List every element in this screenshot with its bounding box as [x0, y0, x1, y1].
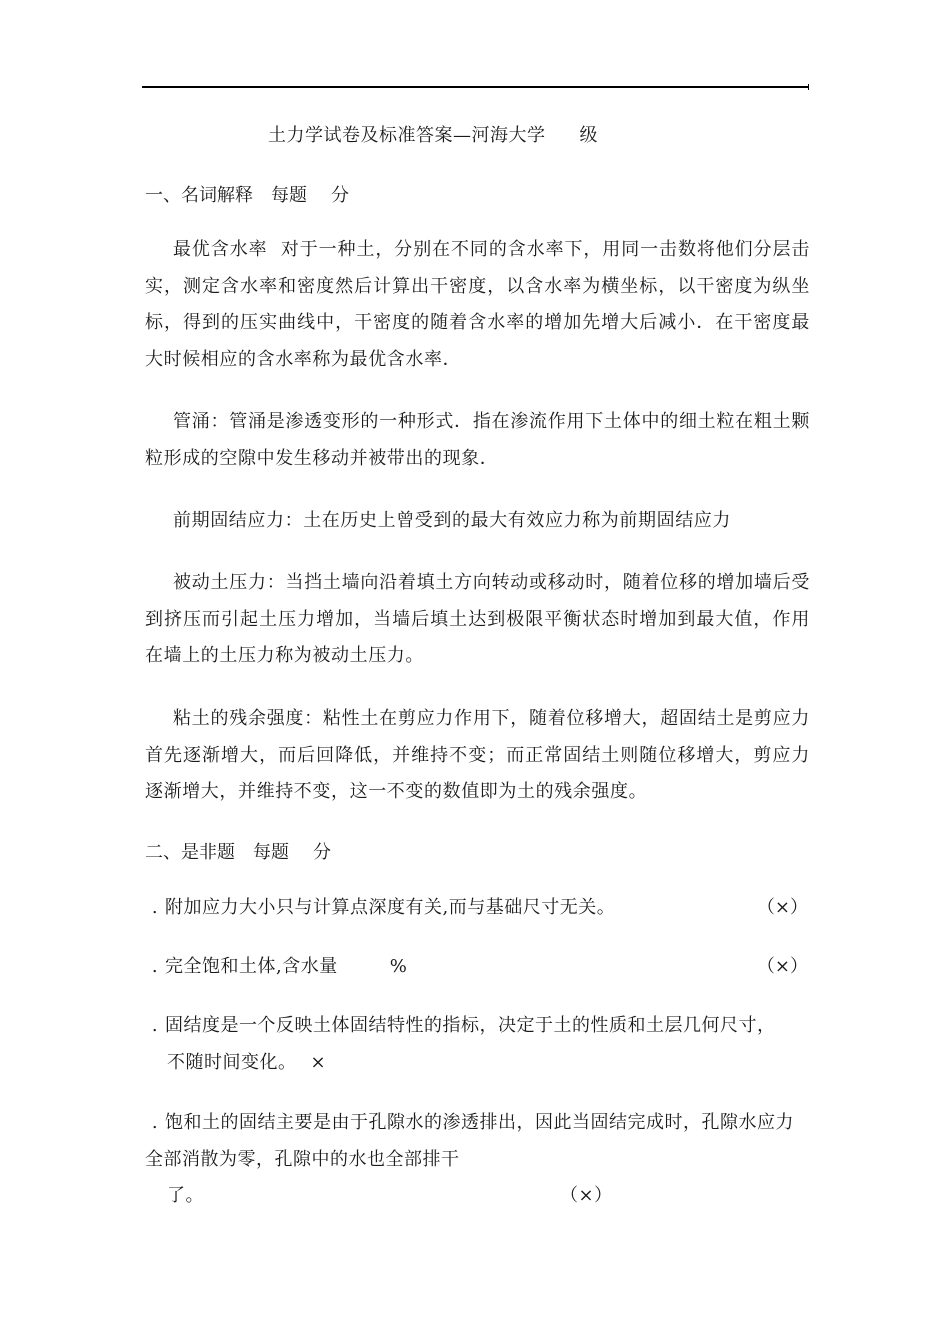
definition-term: 粘土的残余强度： [173, 708, 323, 729]
question-item [145, 1105, 810, 1215]
definition-text: 对于一种土，分别在不同的含水率下，用同一击数将他们分层击实，测定含水率和密度然后计算出干密度，以含水率为横坐标，以干密度为纵坐标，得到的压实曲线中，干密度的随着含水率的增加先增大后减小．在干密度最大时候相应的含水率称为最优含水率． [145, 239, 811, 370]
question-text-continued: 了。 [167, 1185, 204, 1206]
definition-paragraph [145, 503, 810, 540]
question-answer: （×） [756, 897, 808, 918]
question-answer: × [310, 1051, 327, 1073]
question-item [145, 949, 810, 986]
question-text: 饱和土的固结主要是由于孔隙水的渗透排出，因此当固结完成时，孔隙水应力全部消散为零，孔隙中的水也全部排干 [145, 1112, 794, 1170]
question-item [145, 890, 810, 927]
header-rule [142, 86, 809, 88]
definition-text: 当挡土墙向沿着填土方向转动或移动时，随着位移的增加墙后受到挤压而引起土压力增加，当墙后填土达到极限平衡状态时增加到最大值，作用在墙上的土压力称为被动土压力。 [145, 572, 810, 666]
definition-paragraph [145, 232, 810, 378]
definition-paragraph [145, 565, 810, 675]
document-title: 土力学试卷及标准答案—河海大学 级 [268, 125, 598, 146]
question-number: . [151, 1112, 159, 1133]
question-answer: （×） [756, 956, 808, 977]
percent-sign: % [389, 956, 408, 977]
definition-paragraph [145, 701, 810, 811]
definition-paragraph [145, 404, 810, 477]
header-rule-tick [808, 84, 809, 90]
question-item [145, 1008, 810, 1081]
question-text-continued: 不随时间变化。 [167, 1051, 297, 1073]
question-number: . [151, 956, 159, 977]
definition-term: 管涌： [173, 411, 230, 432]
question-text: 固结度是一个反映土体固结特性的指标，决定于土的性质和土层几何尺寸， [165, 1015, 776, 1036]
definition-term: 前期固结应力： [173, 510, 304, 531]
definition-term: 最优含水率 [173, 239, 268, 260]
question-text: 完全饱和土体,含水量 [165, 956, 338, 977]
definition-term: 被动土压力： [173, 572, 286, 593]
definition-text: 土在历史上曾受到的最大有效应力称为前期固结应力 [303, 510, 732, 531]
section-heading-true-false: 二、是非题 每题 分 [145, 842, 331, 863]
question-number: . [151, 1015, 159, 1036]
definition-text: 管涌是渗透变形的一种形式．指在渗流作用下土体中的细土粒在粗土颗粒形成的空隙中发生移动并被带出的现象． [145, 411, 810, 469]
question-number: . [151, 897, 159, 918]
section-heading-definitions: 一、名词解释 每题 分 [145, 185, 349, 206]
definition-text: 粘性土在剪应力作用下，随着位移增大，超固结土是剪应力首先逐渐增大，而后回降低，并维持不变；而正常固结土则随位移增大，剪应力逐渐增大，并维持不变，这一不变的数值即为土的残余强度。 [145, 708, 810, 802]
question-text: 附加应力大小只与计算点深度有关,而与基础尺寸无关。 [165, 897, 616, 918]
question-answer: （×） [560, 1185, 613, 1206]
